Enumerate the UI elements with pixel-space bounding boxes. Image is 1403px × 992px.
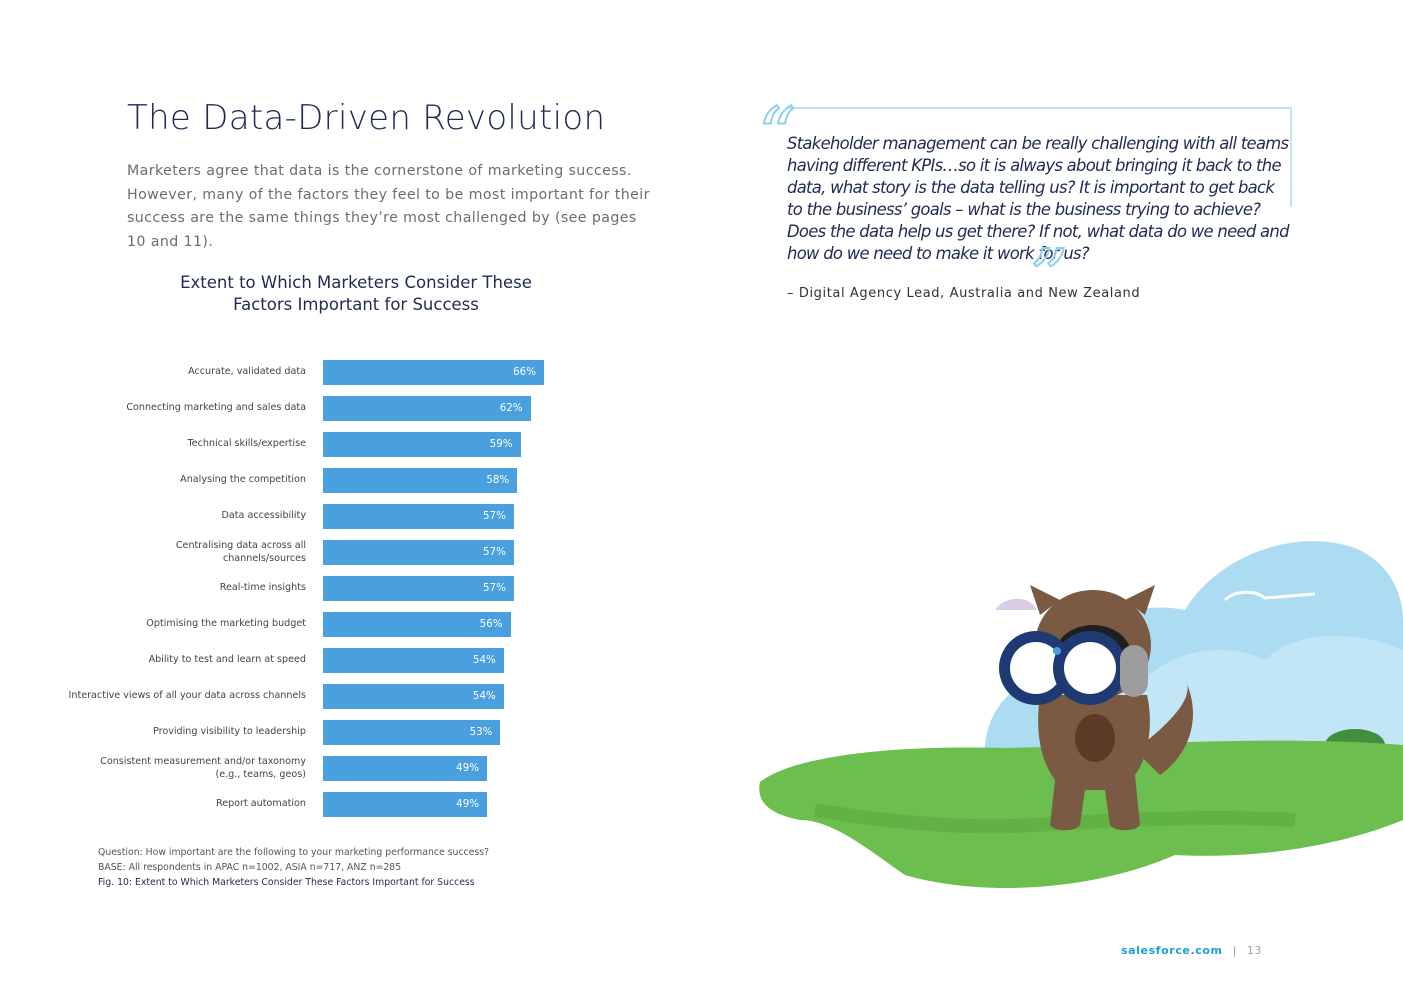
open-quote-icon: “ xyxy=(758,92,796,178)
mascot-with-binoculars-illustration xyxy=(755,520,1403,905)
category-label: Ability to test and learn at speed xyxy=(148,654,306,666)
category-label: Data accessibility xyxy=(221,510,306,522)
bar-value-label: 49% xyxy=(456,762,480,774)
category-label: Technical skills/expertise xyxy=(187,438,306,450)
category-label: Optimising the marketing budget xyxy=(146,618,306,630)
figure-caption: Fig. 10: Extent to Which Marketers Consider These Factors Important for Success xyxy=(98,877,475,888)
category-label: Connecting marketing and sales data xyxy=(126,402,306,414)
bar-value-label: 62% xyxy=(499,402,523,414)
category-label: Consistent measurement and/or taxonomy (e.g., teams, geos) xyxy=(100,756,306,780)
page-footer xyxy=(1121,944,1262,957)
footnote-question: Question: How important are the following to your marketing performance success? xyxy=(98,847,490,858)
bar-value-label: 58% xyxy=(486,474,510,486)
bar-value-label: 49% xyxy=(456,798,480,810)
bar-value-label: 56% xyxy=(479,618,503,630)
bar-value-label: 53% xyxy=(469,726,493,738)
bar-value-label: 59% xyxy=(489,438,513,450)
intro-paragraph: Marketers agree that data is the cornerstone of marketing success. However, many of the factors they feel to be most important for their success are the same things they’re most challenged by (see pages 10 and 11). xyxy=(127,163,650,250)
footer-brand[interactable]: salesforce.com xyxy=(1121,944,1223,957)
quote-text: Stakeholder management can be really challenging with all teams having different KPIs…so it is always about bringing it back to the data, what story is the data telling us? It is important to get back to the business’ goals – what is the business trying to achieve? Does the data help us get there? If not, what data do we need and how do we need to make it work for us? xyxy=(787,134,1289,263)
category-label: Real-time insights xyxy=(219,582,306,594)
page-number: 13 xyxy=(1246,944,1263,957)
close-quote-icon: ” xyxy=(1030,234,1068,320)
bar-value-label: 66% xyxy=(513,366,536,378)
bar-value-label: 54% xyxy=(472,654,496,666)
chart-title: Extent to Which Marketers Consider These Factors Important for Success xyxy=(180,273,532,314)
category-label: Analysing the competition xyxy=(180,474,306,486)
category-label: Interactive views of all your data across channels xyxy=(68,690,306,702)
bar-value-label: 57% xyxy=(482,546,506,558)
category-label: Accurate, validated data xyxy=(188,366,306,378)
category-label: Centralising data across all channels/sources xyxy=(175,540,306,564)
category-label: Report automation xyxy=(215,798,306,810)
footer-separator: | xyxy=(1232,944,1237,957)
footnote-base: BASE: All respondents in APAC n=1002, ASIA n=717, ANZ n=285 xyxy=(98,862,402,873)
page-title: The Data-Driven Revolution xyxy=(127,98,606,138)
category-label: Providing visibility to leadership xyxy=(152,726,306,738)
bar-value-label: 57% xyxy=(482,582,506,594)
bar-value-label: 57% xyxy=(482,510,506,522)
bar-value-label: 54% xyxy=(472,690,496,702)
quote-attribution: – Digital Agency Lead, Australia and New Zealand xyxy=(787,286,1141,301)
